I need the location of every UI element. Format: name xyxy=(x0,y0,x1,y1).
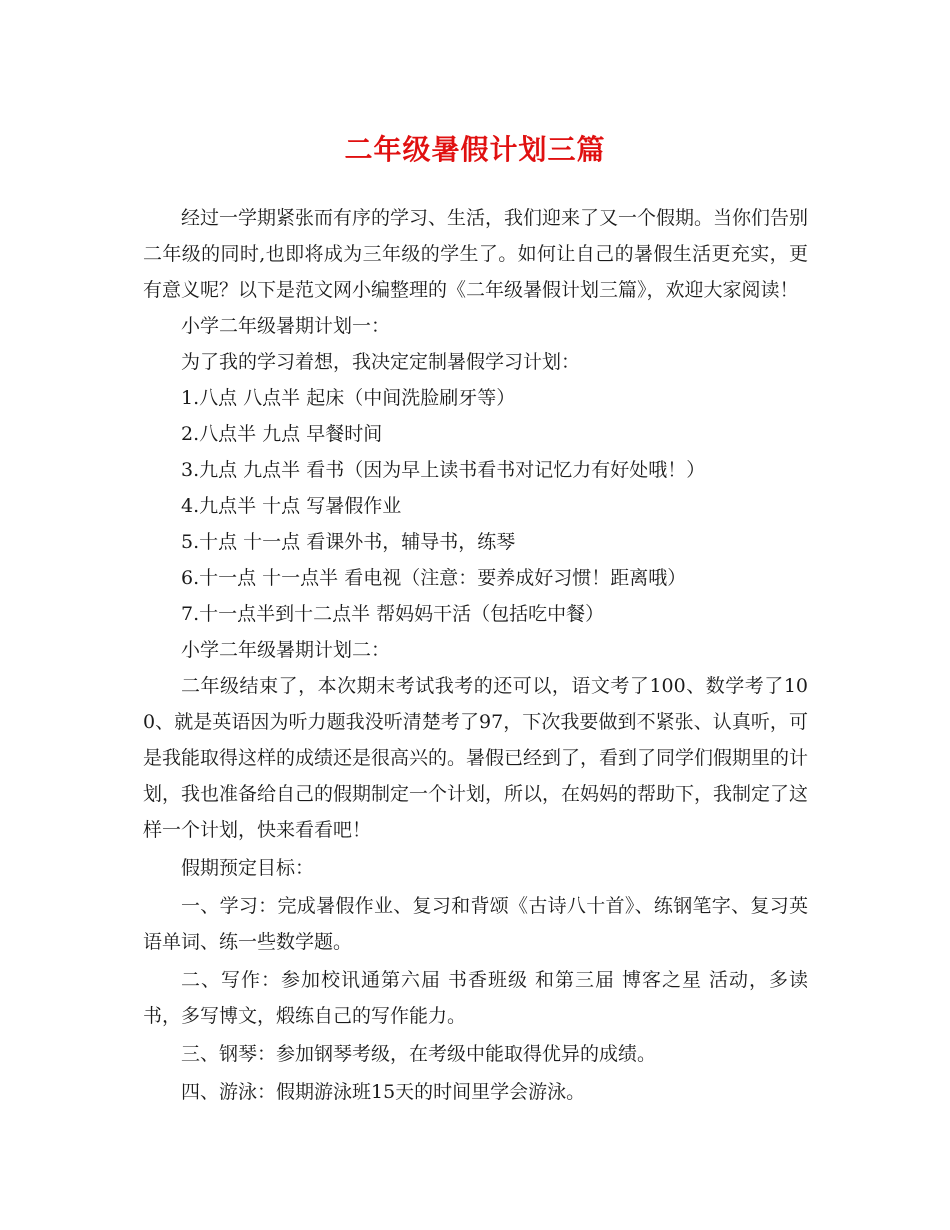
goal-item: 二、写作：参加校讯通第六届 书香班级 和第三届 博客之星 活动，多读书，多写博文，煅练自己的写作能力。 xyxy=(143,969,808,1027)
plan-one-intro: 为了我的学习着想，我决定定制暑假学习计划： xyxy=(181,351,581,373)
goals-heading: 假期预定目标： xyxy=(181,857,315,879)
schedule-item: 7.十一点半到十二点半 帮妈妈干活（包括吃中餐） xyxy=(181,603,605,625)
intro-paragraph: 经过一学期紧张而有序的学习、生活，我们迎来了又一个假期。当你们告别二年级的同时,也即将成为三年级的学生了。如何让自己的暑假生活更充实，更有意义呢？以下是范文网小编整理的《二年级暑假计划三篇》，欢迎大家阅读！ xyxy=(143,207,809,301)
plan-two-paragraph: 二年级结束了，本次期末考试我考的还可以，语文考了100、数学考了100、就是英语因为听力题我没听清楚考了97，下次我要做到不紧张、认真听，可是我能取得这样的成绩还是很高兴的。暑假已经到了，看到了同学们假期里的计划，我也准备给自己的假期制定一个计划，所以，在妈妈的帮助下，我制定了这样一个计划，快来看看吧！ xyxy=(143,675,809,841)
schedule-item: 2.八点半 九点 早餐时间 xyxy=(181,423,383,445)
goal-item: 四、游泳：假期游泳班15天的时间里学会游泳。 xyxy=(181,1081,586,1103)
schedule-item: 3.九点 九点半 看书（因为早上读书看书对记忆力有好处哦！） xyxy=(181,459,706,481)
goal-item: 一、学习：完成暑假作业、复习和背颂《古诗八十首》、练钢笔字、复习英语单词、练一些数学题。 xyxy=(143,895,808,953)
schedule-item: 4.九点半 十点 写暑假作业 xyxy=(181,495,402,517)
document-title: 二年级暑假计划三篇 xyxy=(344,133,606,166)
schedule-item: 5.十点 十一点 看课外书，辅导书，练琴 xyxy=(181,531,516,553)
document-body xyxy=(143,200,808,1110)
goal-item: 三、钢琴：参加钢琴考级，在考级中能取得优异的成绩。 xyxy=(181,1043,657,1065)
plan-one-heading: 小学二年级暑期计划一： xyxy=(181,315,391,337)
schedule-item: 1.八点 八点半 起床（中间洗脸刷牙等） xyxy=(181,387,516,409)
plan-two-heading: 小学二年级暑期计划二： xyxy=(181,639,391,661)
schedule-item: 6.十一点 十一点半 看电视（注意：要养成好习惯！距离哦） xyxy=(181,567,687,589)
